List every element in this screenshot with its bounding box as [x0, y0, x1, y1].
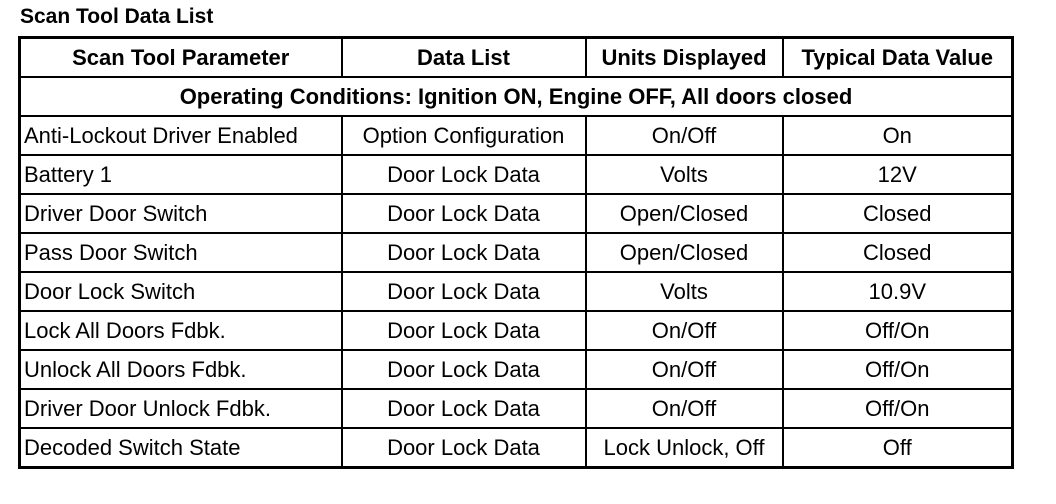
data-list-cell: Door Lock Data — [342, 350, 586, 389]
scan-tool-data-table — [18, 36, 1014, 469]
table-row — [20, 233, 1013, 272]
typical-value-cell: 12V — [783, 155, 1013, 194]
column-header-typical-value: Typical Data Value — [783, 38, 1013, 78]
table-row — [20, 311, 1013, 350]
units-cell: Open/Closed — [586, 233, 783, 272]
typical-value-cell: Closed — [783, 233, 1013, 272]
units-cell: On/Off — [586, 389, 783, 428]
parameter-cell: Driver Door Unlock Fdbk. — [20, 389, 342, 428]
column-header-data-list: Data List — [342, 38, 586, 78]
units-cell: On/Off — [586, 311, 783, 350]
parameter-cell: Driver Door Switch — [20, 194, 342, 233]
typical-value-cell: Off/On — [783, 311, 1013, 350]
units-cell: Lock Unlock, Off — [586, 428, 783, 468]
data-list-cell: Door Lock Data — [342, 428, 586, 468]
parameter-cell: Unlock All Doors Fdbk. — [20, 350, 342, 389]
table-header-row — [20, 38, 1013, 78]
parameter-cell: Pass Door Switch — [20, 233, 342, 272]
units-cell: Open/Closed — [586, 194, 783, 233]
parameter-cell: Battery 1 — [20, 155, 342, 194]
typical-value-cell: Closed — [783, 194, 1013, 233]
data-list-cell: Door Lock Data — [342, 155, 586, 194]
table-row — [20, 272, 1013, 311]
parameter-cell: Decoded Switch State — [20, 428, 342, 468]
units-cell: On/Off — [586, 116, 783, 155]
table-row — [20, 194, 1013, 233]
typical-value-cell: On — [783, 116, 1013, 155]
parameter-cell: Anti-Lockout Driver Enabled — [20, 116, 342, 155]
table-row — [20, 155, 1013, 194]
parameter-cell: Door Lock Switch — [20, 272, 342, 311]
page-title: Scan Tool Data List — [20, 5, 214, 28]
data-list-cell: Door Lock Data — [342, 311, 586, 350]
data-list-cell: Option Configuration — [342, 116, 586, 155]
units-cell: Volts — [586, 155, 783, 194]
table-row — [20, 428, 1013, 468]
typical-value-cell: Off/On — [783, 350, 1013, 389]
table-row — [20, 350, 1013, 389]
table-row — [20, 116, 1013, 155]
typical-value-cell: Off — [783, 428, 1013, 468]
column-header-parameter: Scan Tool Parameter — [20, 38, 342, 78]
data-list-cell: Door Lock Data — [342, 389, 586, 428]
typical-value-cell: Off/On — [783, 389, 1013, 428]
units-cell: Volts — [586, 272, 783, 311]
units-cell: On/Off — [586, 350, 783, 389]
parameter-cell: Lock All Doors Fdbk. — [20, 311, 342, 350]
typical-value-cell: 10.9V — [783, 272, 1013, 311]
table-row — [20, 389, 1013, 428]
data-list-cell: Door Lock Data — [342, 194, 586, 233]
data-list-cell: Door Lock Data — [342, 233, 586, 272]
column-header-units: Units Displayed — [586, 38, 783, 78]
conditions-row — [20, 77, 1013, 116]
data-list-cell: Door Lock Data — [342, 272, 586, 311]
operating-conditions: Operating Conditions: Ignition ON, Engine OFF, All doors closed — [20, 77, 1013, 116]
